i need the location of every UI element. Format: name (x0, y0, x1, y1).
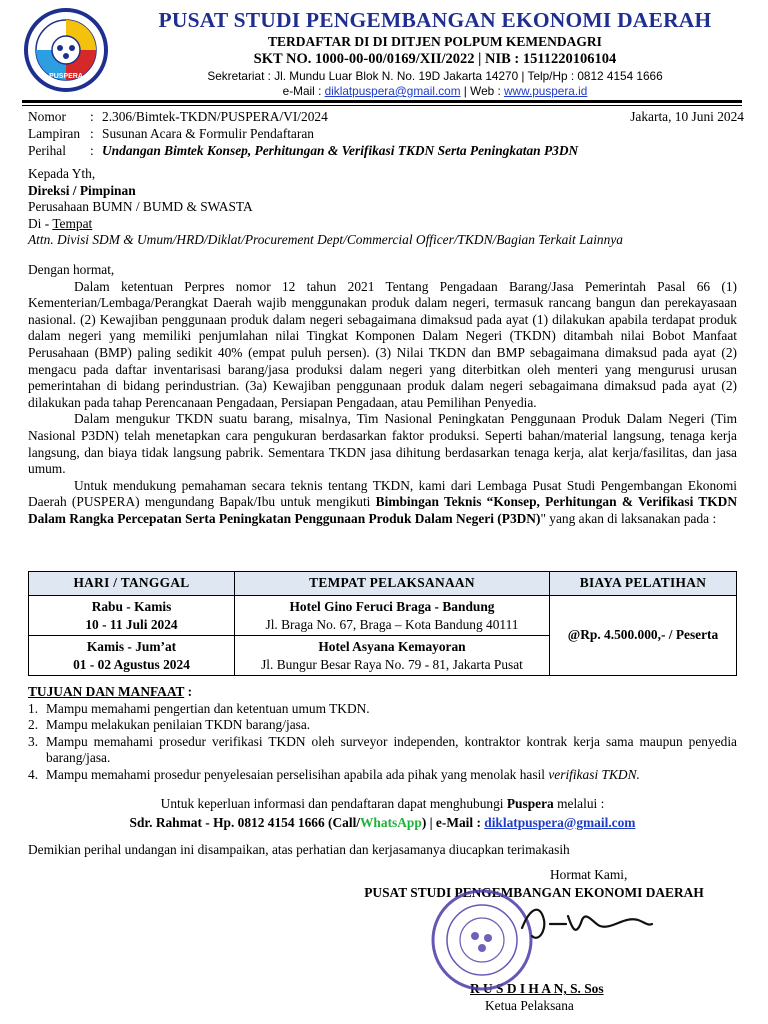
regards: Hormat Kami, (550, 867, 628, 882)
email-label: e-Mail : (282, 84, 325, 98)
item-text-wrap (46, 767, 640, 784)
row-date-cell (29, 596, 235, 636)
skt-line: SKT NO. 1000-00-00/0169/XII/2022 | NIB : 1511220106104 (253, 51, 617, 67)
recipient-company: Perusahaan BUMN / BUMD & SWASTA (28, 199, 253, 215)
recipient-name: Direksi / Pimpinan (28, 182, 136, 198)
recipient-block (28, 166, 744, 249)
row-venue: Hotel Gino Feruci Braga - Bandung (289, 598, 495, 614)
colon: : (90, 143, 94, 158)
contact-intro-end: melalui : (553, 796, 605, 811)
list-item (28, 701, 737, 718)
paragraph-3-end: " yang akan di laksanakan pada : (540, 510, 717, 526)
item-text: Mampu memahami prosedur penyelesaian perselisihan apabila ada pihak yang menolak hasil (46, 766, 549, 782)
item-text: Mampu melakukan penilaian TKDN barang/jasa. (46, 717, 311, 733)
opening-salutation: Dengan hormat, (28, 262, 115, 277)
perihal-label: Perihal (28, 143, 66, 158)
web-link[interactable]: www.puspera.id (504, 84, 588, 98)
row-day: Kamis - Jum’at (86, 638, 177, 654)
tempat-label: Tempat (52, 215, 93, 231)
paragraph-3-text: Untuk mendukung pemahaman secara teknis tentang TKDN, kami dari Lembaga Pusat Studi Pengembangan Ekonomi Daerah (PUSPERA) mengundang Bapak/Ibu untuk mengikuti (28, 477, 737, 510)
list-item (28, 717, 737, 734)
row-date: 01 - 02 Agustus 2024 (73, 656, 190, 672)
objectives-list (28, 701, 737, 784)
paragraph-3 (28, 478, 737, 528)
row-day: Rabu - Kamis (91, 598, 172, 614)
lampiran-value: Susunan Acara & Formulir Pendaftaran (102, 126, 314, 141)
row-venue-cell (235, 596, 550, 636)
letter-body (28, 262, 737, 528)
organization-stamp (430, 888, 534, 992)
lampiran-row (28, 126, 744, 143)
row-date: 10 - 11 Juli 2024 (85, 616, 178, 632)
recipient-greeting: Kepada Yth, (28, 166, 96, 181)
item-text: Mampu memahami prosedur verifikasi TKDN oleh surveyor independen, kontraktor kontrak kerja sama maupun penyedia barang/jasa. (46, 733, 737, 766)
table-row (29, 596, 737, 636)
row-address: Jl. Braga No. 67, Braga – Kota Bandung 40111 (265, 616, 519, 632)
lampiran-label: Lampiran (28, 126, 81, 141)
perihal-row (28, 143, 744, 160)
objectives-heading (28, 684, 737, 701)
signature-org: PUSAT STUDI PENGEMBANGAN EKONOMI DAERAH (364, 884, 704, 900)
signer-role: Ketua Pelaksana (485, 997, 574, 1013)
contact-details (28, 815, 737, 832)
letter-date: Jakarta, 10 Juni 2024 (630, 109, 744, 124)
item-number: 3. (28, 733, 39, 749)
logo-label: PUSPERA (49, 73, 83, 80)
perihal-value: Undangan Bimtek Konsep, Perhitungan & Verifikasi TKDN Serta Peningkatan P3DN (102, 143, 579, 158)
letter-meta (28, 109, 744, 160)
closing-text: Demikian perihal undangan ini disampaikan, atas perhatian dan kerjasamanya diucapkan terimakasih (28, 842, 570, 857)
contact-email-link[interactable]: diklatpuspera@gmail.com (484, 814, 636, 830)
table-header-row (29, 572, 737, 596)
header-tempat: TEMPAT PELAKSANAAN (235, 572, 550, 596)
row-venue-cell (235, 636, 550, 676)
signer-name: R U S D I H A N, S. Sos (470, 981, 604, 997)
list-item (28, 734, 737, 767)
email-link[interactable]: diklatpuspera@gmail.com (324, 84, 461, 98)
objectives-section (28, 684, 737, 784)
objectives-title-suffix: : (184, 684, 193, 699)
row-date-cell (29, 636, 235, 676)
letterhead-divider-thin (22, 105, 742, 106)
header-biaya: BIAYA PELATIHAN (550, 572, 737, 596)
header-hari-tanggal: HARI / TANGGAL (29, 572, 235, 596)
nomor-value: 2.306/Bimtek-TKDN/PUSPERA/VI/2024 (102, 109, 328, 124)
contact-intro-text: Untuk keperluan informasi dan pendaftaran dapat menghubungi (160, 796, 507, 811)
handwritten-signature (520, 898, 670, 948)
secretariat-address: Sekretariat : Jl. Mundu Luar Blok N. No. 19D Jakarta 14270 | Telp/Hp : 0812 4154 1666 (207, 69, 663, 83)
recipient-place (28, 216, 744, 233)
item-text-italic: verifikasi TKDN. (548, 766, 640, 782)
row-venue: Hotel Asyana Kemayoran (318, 638, 466, 654)
colon: : (90, 126, 94, 141)
paragraph-2: Dalam mengukur TKDN suatu barang, misalnya, Tim Nasional Peningkatan Penggunaan Produk Dalam Negeri (Tim Nasional P3DN) telah menetapkan cara pengukuran berdasarkan faktor produksi. Seperti bahan/material langsung, tenaga kerja langsung, dan biaya tidak langsung pabrik. Sementara TKDN jasa dihitung berdasarkan tenaga kerja, alat kerja/fasilitas, dan jasa umum. (28, 411, 737, 477)
objectives-title: TUJUAN DAN MANFAAT (28, 684, 185, 699)
item-number: 4. (28, 766, 39, 782)
registration-line: TERDAFTAR DI DI DITJEN POLPUM KEMENDAGRI (268, 34, 602, 49)
colon: : (90, 109, 94, 124)
item-number: 1. (28, 700, 39, 716)
item-text: Mampu memahami pengertian dan ketentuan umum TKDN. (46, 700, 370, 716)
item-number: 2. (28, 717, 39, 733)
paragraph-1: Dalam ketentuan Perpres nomor 12 tahun 2021 Tentang Pengadaan Barang/Jasa Pemerintah Pasal 66 (1) Kementerian/Lembaga/Perangkat Daerah wajib menggunakan produk dalam negeri, termasuk rancang bangun dan perekayasaan nasional. (2) Kewajiban penggunaan produk dalam negeri sebagaimana dimaksud pada ayat (1) dilakukan apabila terdapat produk dalam negeri yang memiliki penjumlahan nilai Tingkat Komponen Dalam Negeri (TKDN) ditambah nilai Bobot Manfaat Perusahaan (BMP) paling sedikit 40% (empat puluh persen). (3) Nilai TKDN dan BMP sebagaimana dimaksud pada ayat (2) mengacu pada daftar inventarisasi barang/jasa produksi dalam negeri yang diterbitkan oleh menteri yang mengurusi urusan pemerintahan di bidang perindustrian. (3a) Kewajiban penggunaan produk dalam negeri sebagaimana dimaksud pada ayat (2) dilakukan pada tahap Perencanaan Pengadaan, Persiapan Pengadaan, atau Pemilihan Penyedia. (28, 278, 737, 410)
schedule-table (28, 571, 737, 676)
nomor-label: Nomor (28, 109, 66, 124)
di-label: Di - (28, 215, 53, 231)
contact-intro (28, 796, 737, 813)
price-cell: @Rp. 4.500.000,- / Peserta (550, 596, 737, 676)
recipient-attn: Attn. Divisi SDM & Umum/HRD/Diklat/Procurement Dept/Commercial Officer/TKDN/Bagian Terkait Lainnya (28, 232, 623, 248)
web-label: | Web : (460, 84, 505, 98)
whatsapp-label: WhatsApp (360, 814, 422, 830)
contact-info (28, 796, 737, 831)
puspera-logo (22, 8, 118, 94)
paragraph-3-bold: Bimbingan Teknis “Konsep, Perhitungan & Verifikasi TKDN Dalam Rangka Percepatan Serta Peningkatan Penggunaan Produk Dalam Negeri (P3DN) (28, 494, 737, 526)
list-item (28, 767, 737, 784)
contact-email-label: ) | e-Mail : (421, 814, 485, 830)
row-address: Jl. Bungur Besar Raya No. 79 - 81, Jakarta Pusat (261, 656, 523, 672)
contact-person: Sdr. Rahmat - Hp. 0812 4154 1666 (Call/ (129, 814, 361, 830)
org-title: PUSAT STUDI PENGEMBANGAN EKONOMI DAERAH (158, 8, 712, 32)
letterhead (20, 6, 750, 98)
contact-org: Puspera (506, 796, 554, 811)
letterhead-text (120, 6, 750, 99)
letterhead-divider-thick (22, 100, 742, 103)
contact-line (120, 84, 750, 99)
